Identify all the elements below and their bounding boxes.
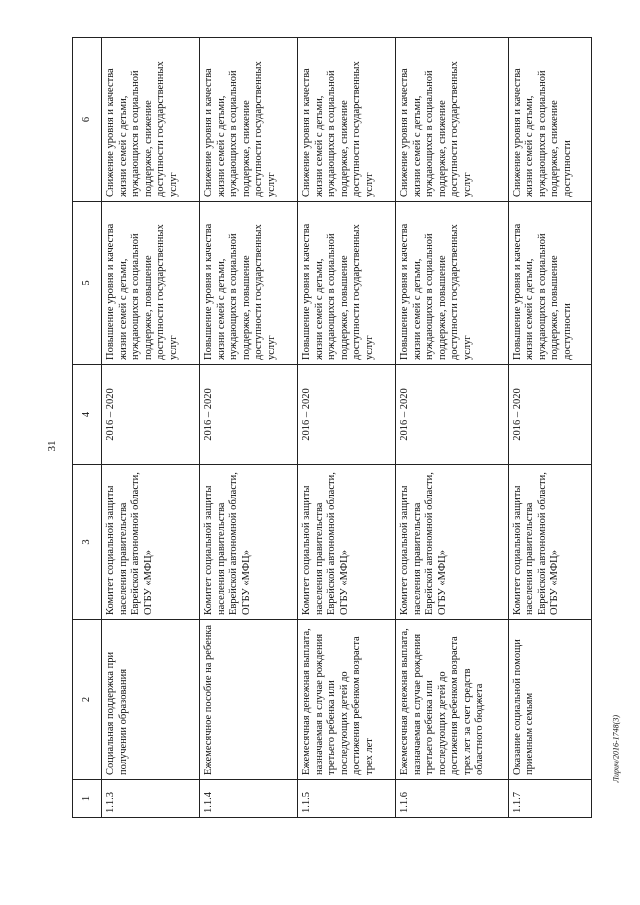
table-header-row [73, 38, 102, 818]
executor: Комитет социальной защиты населения правительства Еврейской автономной области, ОГБУ «МФЦ» [298, 465, 396, 620]
measure-name: Ежемесячное пособие на ребенка [200, 620, 298, 780]
executor: Комитет социальной защиты населения правительства Еврейской автономной области, ОГБУ «МФЦ» [200, 465, 298, 620]
row-number: 1.1.4 [200, 780, 298, 818]
measure-name: Ежемесячная денежная выплата, назначаемая в случае рождения третьего ребенка или последующих детей до достижения ребенком возраста трех лет [298, 620, 396, 780]
period: 2016 – 2020 [200, 365, 298, 465]
row-number: 1.1.3 [102, 780, 200, 818]
table-row [102, 38, 200, 818]
expected-result: Повышение уровня и качества жизни семей с детьми, нуждающихся в социальной поддержке, повышение доступности государственных услуг [102, 202, 200, 365]
executor: Комитет социальной защиты населения правительства Еврейской автономной области, ОГБУ «МФЦ» [396, 465, 509, 620]
expected-result: Повышение уровня и качества жизни семей с детьми, нуждающихся в социальной поддержке, повышение доступности государственных услуг [298, 202, 396, 365]
row-number: 1.1.7 [508, 780, 591, 818]
header-cell: 1 [73, 780, 102, 818]
expected-result: Повышение уровня и качества жизни семей с детьми, нуждающихся в социальной поддержке, повышение доступности государственных услуг [396, 202, 509, 365]
table-row [396, 38, 509, 818]
consequence: Снижение уровня и качества жизни семей с детьми, нуждающихся в социальной поддержке, снижение доступности государственных услуг [102, 38, 200, 202]
period: 2016 – 2020 [298, 365, 396, 465]
rotated-table-container [72, 38, 592, 818]
consequence: Снижение уровня и качества жизни семей с детьми, нуждающихся в социальной поддержке, снижение доступности государственных услуг [298, 38, 396, 202]
measure-name: Оказание социальной помощи приемным семьям [508, 620, 591, 780]
document-stamp: Лирич/2016-1748(3) [611, 715, 620, 783]
table-row [200, 38, 298, 818]
period: 2016 – 2020 [102, 365, 200, 465]
measure-name: Социальная поддержка при получении образования [102, 620, 200, 780]
expected-result: Повышение уровня и качества жизни семей с детьми, нуждающихся в социальной поддержке, повышение доступности государственных услуг [200, 202, 298, 365]
executor: Комитет социальной защиты населения правительства Еврейской автономной области, ОГБУ «МФЦ» [102, 465, 200, 620]
header-cell: 3 [73, 465, 102, 620]
consequence: Снижение уровня и качества жизни семей с детьми, нуждающихся в социальной поддержке, снижение доступности [508, 38, 591, 202]
consequence: Снижение уровня и качества жизни семей с детьми, нуждающихся в социальной поддержке, снижение доступности государственных услуг [200, 38, 298, 202]
period: 2016 – 2020 [396, 365, 509, 465]
consequence: Снижение уровня и качества жизни семей с детьми, нуждающихся в социальной поддержке, снижение доступности государственных услуг [396, 38, 509, 202]
header-cell: 2 [73, 620, 102, 780]
row-number: 1.1.5 [298, 780, 396, 818]
measure-name: Ежемесячная денежная выплата, назначаемая в случае рождения третьего ребенка или последующих детей до достижения ребенком возраста трех лет за счет средств областного бюджета [396, 620, 509, 780]
page-number: 31 [46, 440, 58, 452]
period: 2016 – 2020 [508, 365, 591, 465]
header-cell: 4 [73, 365, 102, 465]
header-cell: 6 [73, 38, 102, 202]
executor: Комитет социальной защиты населения правительства Еврейской автономной области, ОГБУ «МФЦ» [508, 465, 591, 620]
table-row [508, 38, 591, 818]
header-cell: 5 [73, 202, 102, 365]
measures-table [72, 37, 592, 818]
row-number: 1.1.6 [396, 780, 509, 818]
table-row [298, 38, 396, 818]
expected-result: Повышение уровня и качества жизни семей с детьми, нуждающихся в социальной поддержке, повышение доступности [508, 202, 591, 365]
